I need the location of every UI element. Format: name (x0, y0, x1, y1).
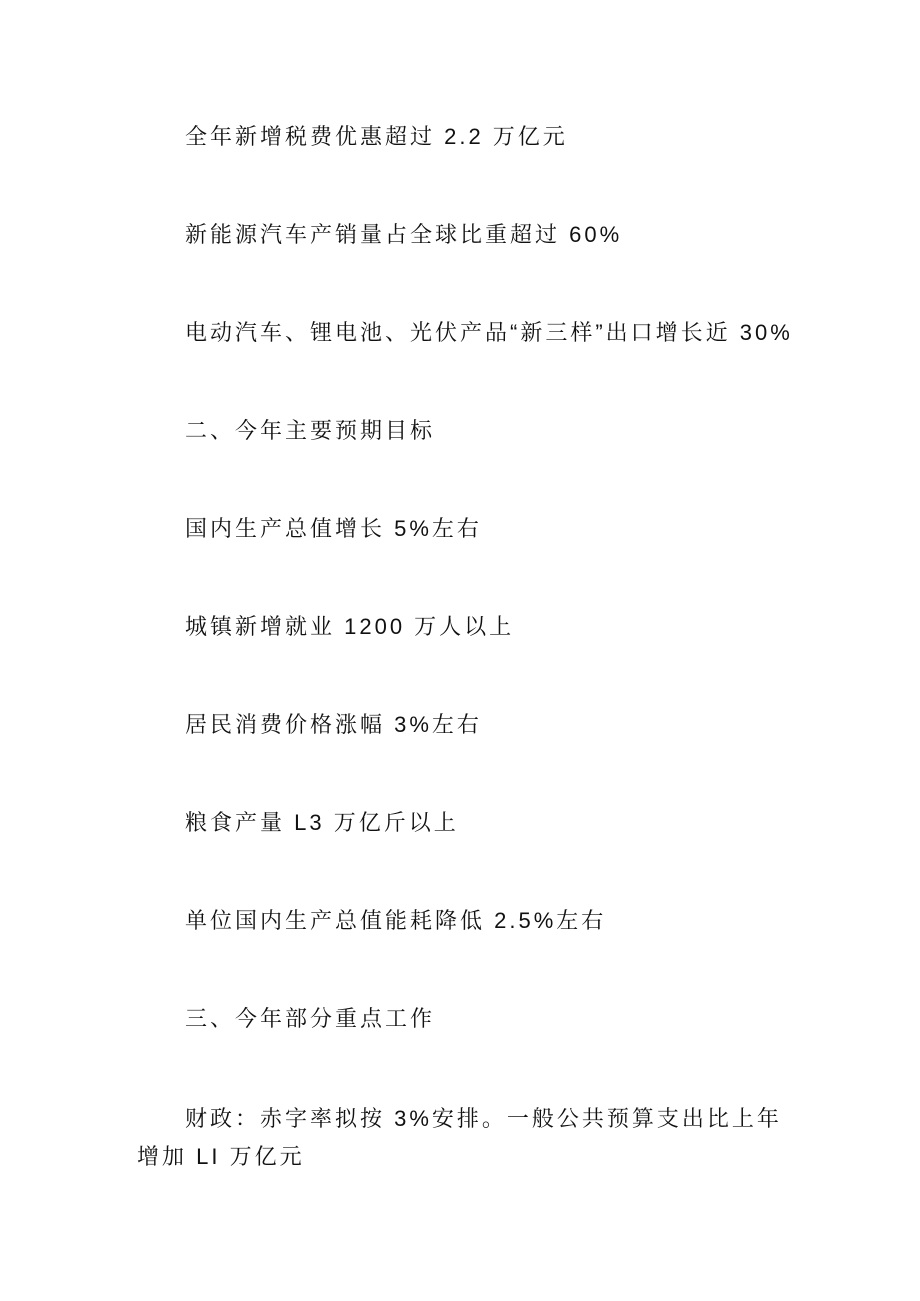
line-grain-output: 粮食产量 L3 万亿斤以上 (185, 810, 459, 835)
line-new-three-exports: 电动汽车、锂电池、光伏产品“新三样”出口增长近 30% (185, 320, 793, 345)
line-gdp-growth: 国内生产总值增长 5%左右 (185, 516, 482, 541)
line-cpi: 居民消费价格涨幅 3%左右 (185, 712, 482, 737)
line-urban-employment: 城镇新增就业 1200 万人以上 (185, 614, 515, 639)
paragraph-fiscal: 财政：赤字率拟按 3%安排。一般公共预算支出比上年增加 LI 万亿元 (137, 1106, 782, 1169)
section-heading-targets: 二、今年主要预期目标 (185, 418, 436, 443)
line-nev-share: 新能源汽车产销量占全球比重超过 60% (185, 222, 623, 247)
section-heading-key-work: 三、今年部分重点工作 (185, 1006, 436, 1031)
line-tax-relief: 全年新增税费优惠超过 2.2 万亿元 (185, 124, 568, 149)
line-energy-intensity: 单位国内生产总值能耗降低 2.5%左右 (185, 908, 607, 933)
